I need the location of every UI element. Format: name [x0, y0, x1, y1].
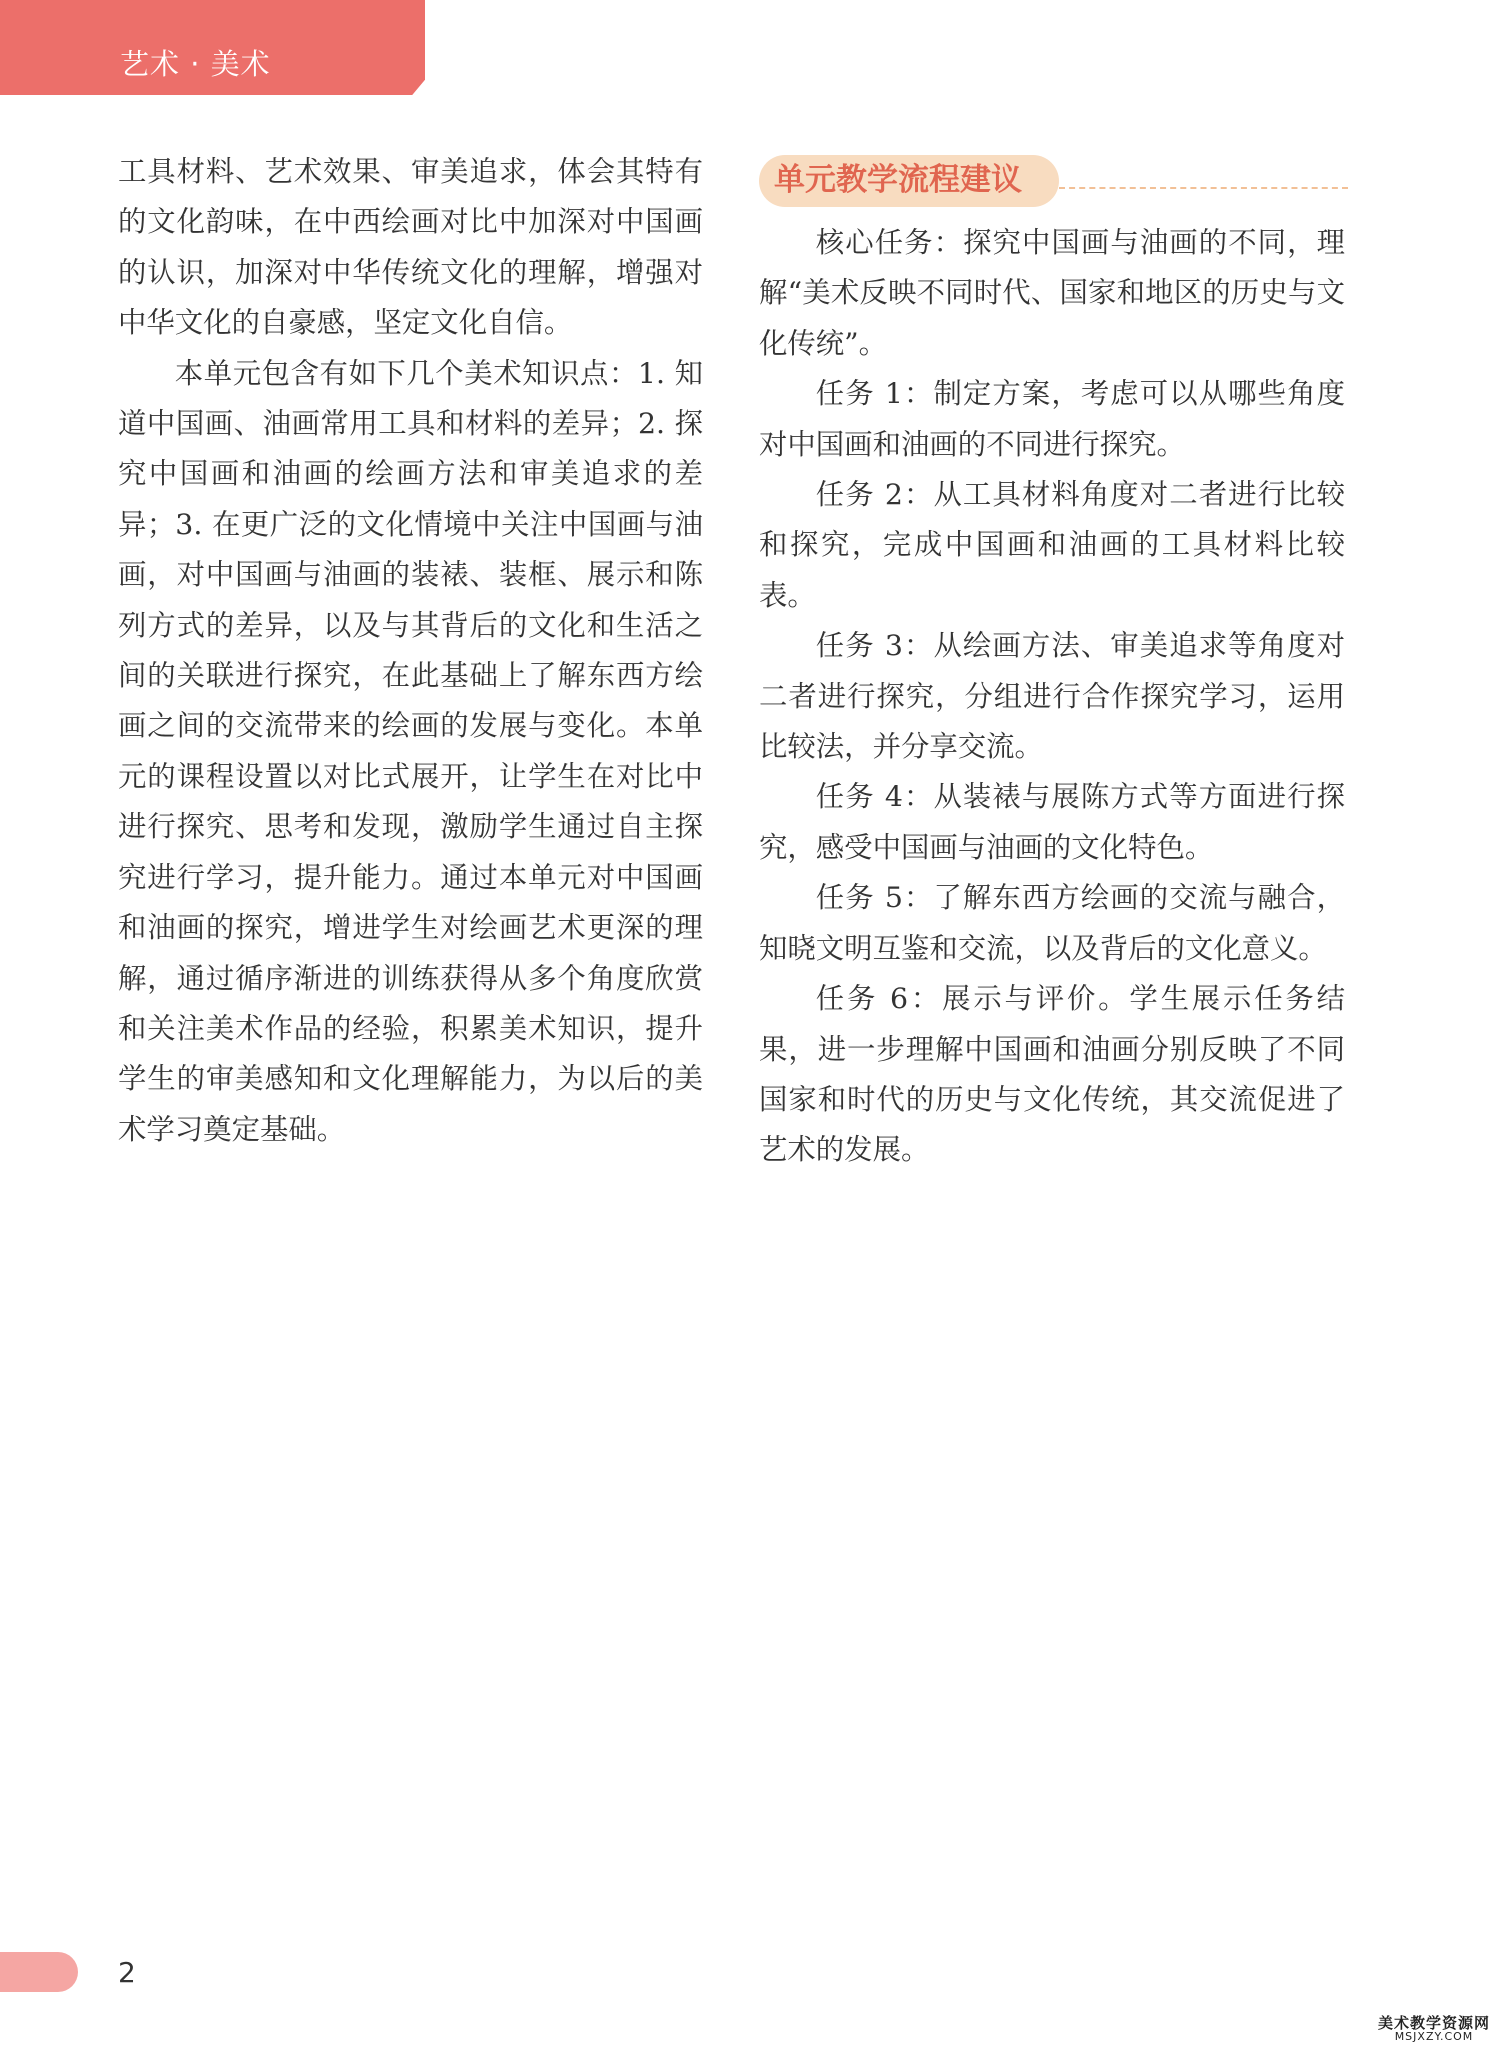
page-number: 2	[118, 1956, 136, 1989]
section-heading-text: 单元教学流程建议	[774, 162, 1022, 198]
left-paragraph: 本单元包含有如下几个美术知识点：1. 知道中国画、油画常用工具和材料的差异；2. 探究中国画和油画的绘画方法和审美追求的差异；3. 在更广泛的文化情境中关注中国画与油画，对中国画与油画的装裱、装框、展示和陈列方式的差异，以及与其背后的文化和生活之间的关联进行探究，在此基础上了解东西方绘画之间的交流带来的绘画的发展与变化。本单元的课程设置以对比式展开，让学生在对比中进行探究、思考和发现，激励学生通过自主探究进行学习，提升能力。通过本单元对中国画和油画的探究，增进学生对绘画艺术更深的理解，通过循序渐进的训练获得从多个角度欣赏和关注美术作品的经验，积累美术知识，提升学生的审美感知和文化理解能力，为以后的美术学习奠定基础。	[118, 356, 703, 1146]
task-paragraph: 任务 3：从绘画方法、审美追求等角度对二者进行探究，分组进行合作探究学习，运用比较法，并分享交流。	[759, 629, 1345, 764]
task-paragraph: 任务 5：了解东西方绘画的交流与融合，知晓文明互鉴和交流，以及背后的文化意义。	[759, 881, 1345, 965]
core-task-paragraph: 核心任务：探究中国画与油画的不同，理解“美术反映不同时代、国家和地区的历史与文化传统”。	[759, 226, 1345, 360]
watermark-logo	[1377, 2013, 1490, 2044]
task-paragraph: 任务 2：从工具材料角度对二者进行比较和探究，完成中国画和油画的工具材料比较表。	[759, 478, 1345, 612]
left-paragraph: 工具材料、艺术效果、审美追求，体会其特有的文化韵味，在中西绘画对比中加深对中国画的认识，加深对中华传统文化的理解，增强对中华文化的自豪感，坚定文化自信。	[118, 155, 703, 340]
section-heading	[759, 155, 1348, 210]
page-tab	[0, 1952, 78, 1992]
right-column	[759, 218, 1345, 1176]
task-paragraph: 任务 1：制定方案，考虑可以从哪些角度对中国画和油画的不同进行探究。	[759, 377, 1345, 461]
heading-dashed-rule	[1059, 187, 1348, 189]
task-paragraph: 任务 6：展示与评价。学生展示任务结果，进一步理解中国画和油画分别反映了不同国家和时代的历史与文化传统，其交流促进了艺术的发展。	[759, 982, 1345, 1167]
task-paragraph: 任务 4：从装裱与展陈方式等方面进行探究，感受中国画与油画的文化特色。	[759, 780, 1345, 864]
left-column	[118, 147, 703, 1155]
watermark-line1: 美术教学资源网	[1377, 2013, 1490, 2032]
header-label: 艺术 · 美术	[120, 47, 271, 81]
watermark-line2: MSJXZY.COM	[1394, 2030, 1474, 2044]
